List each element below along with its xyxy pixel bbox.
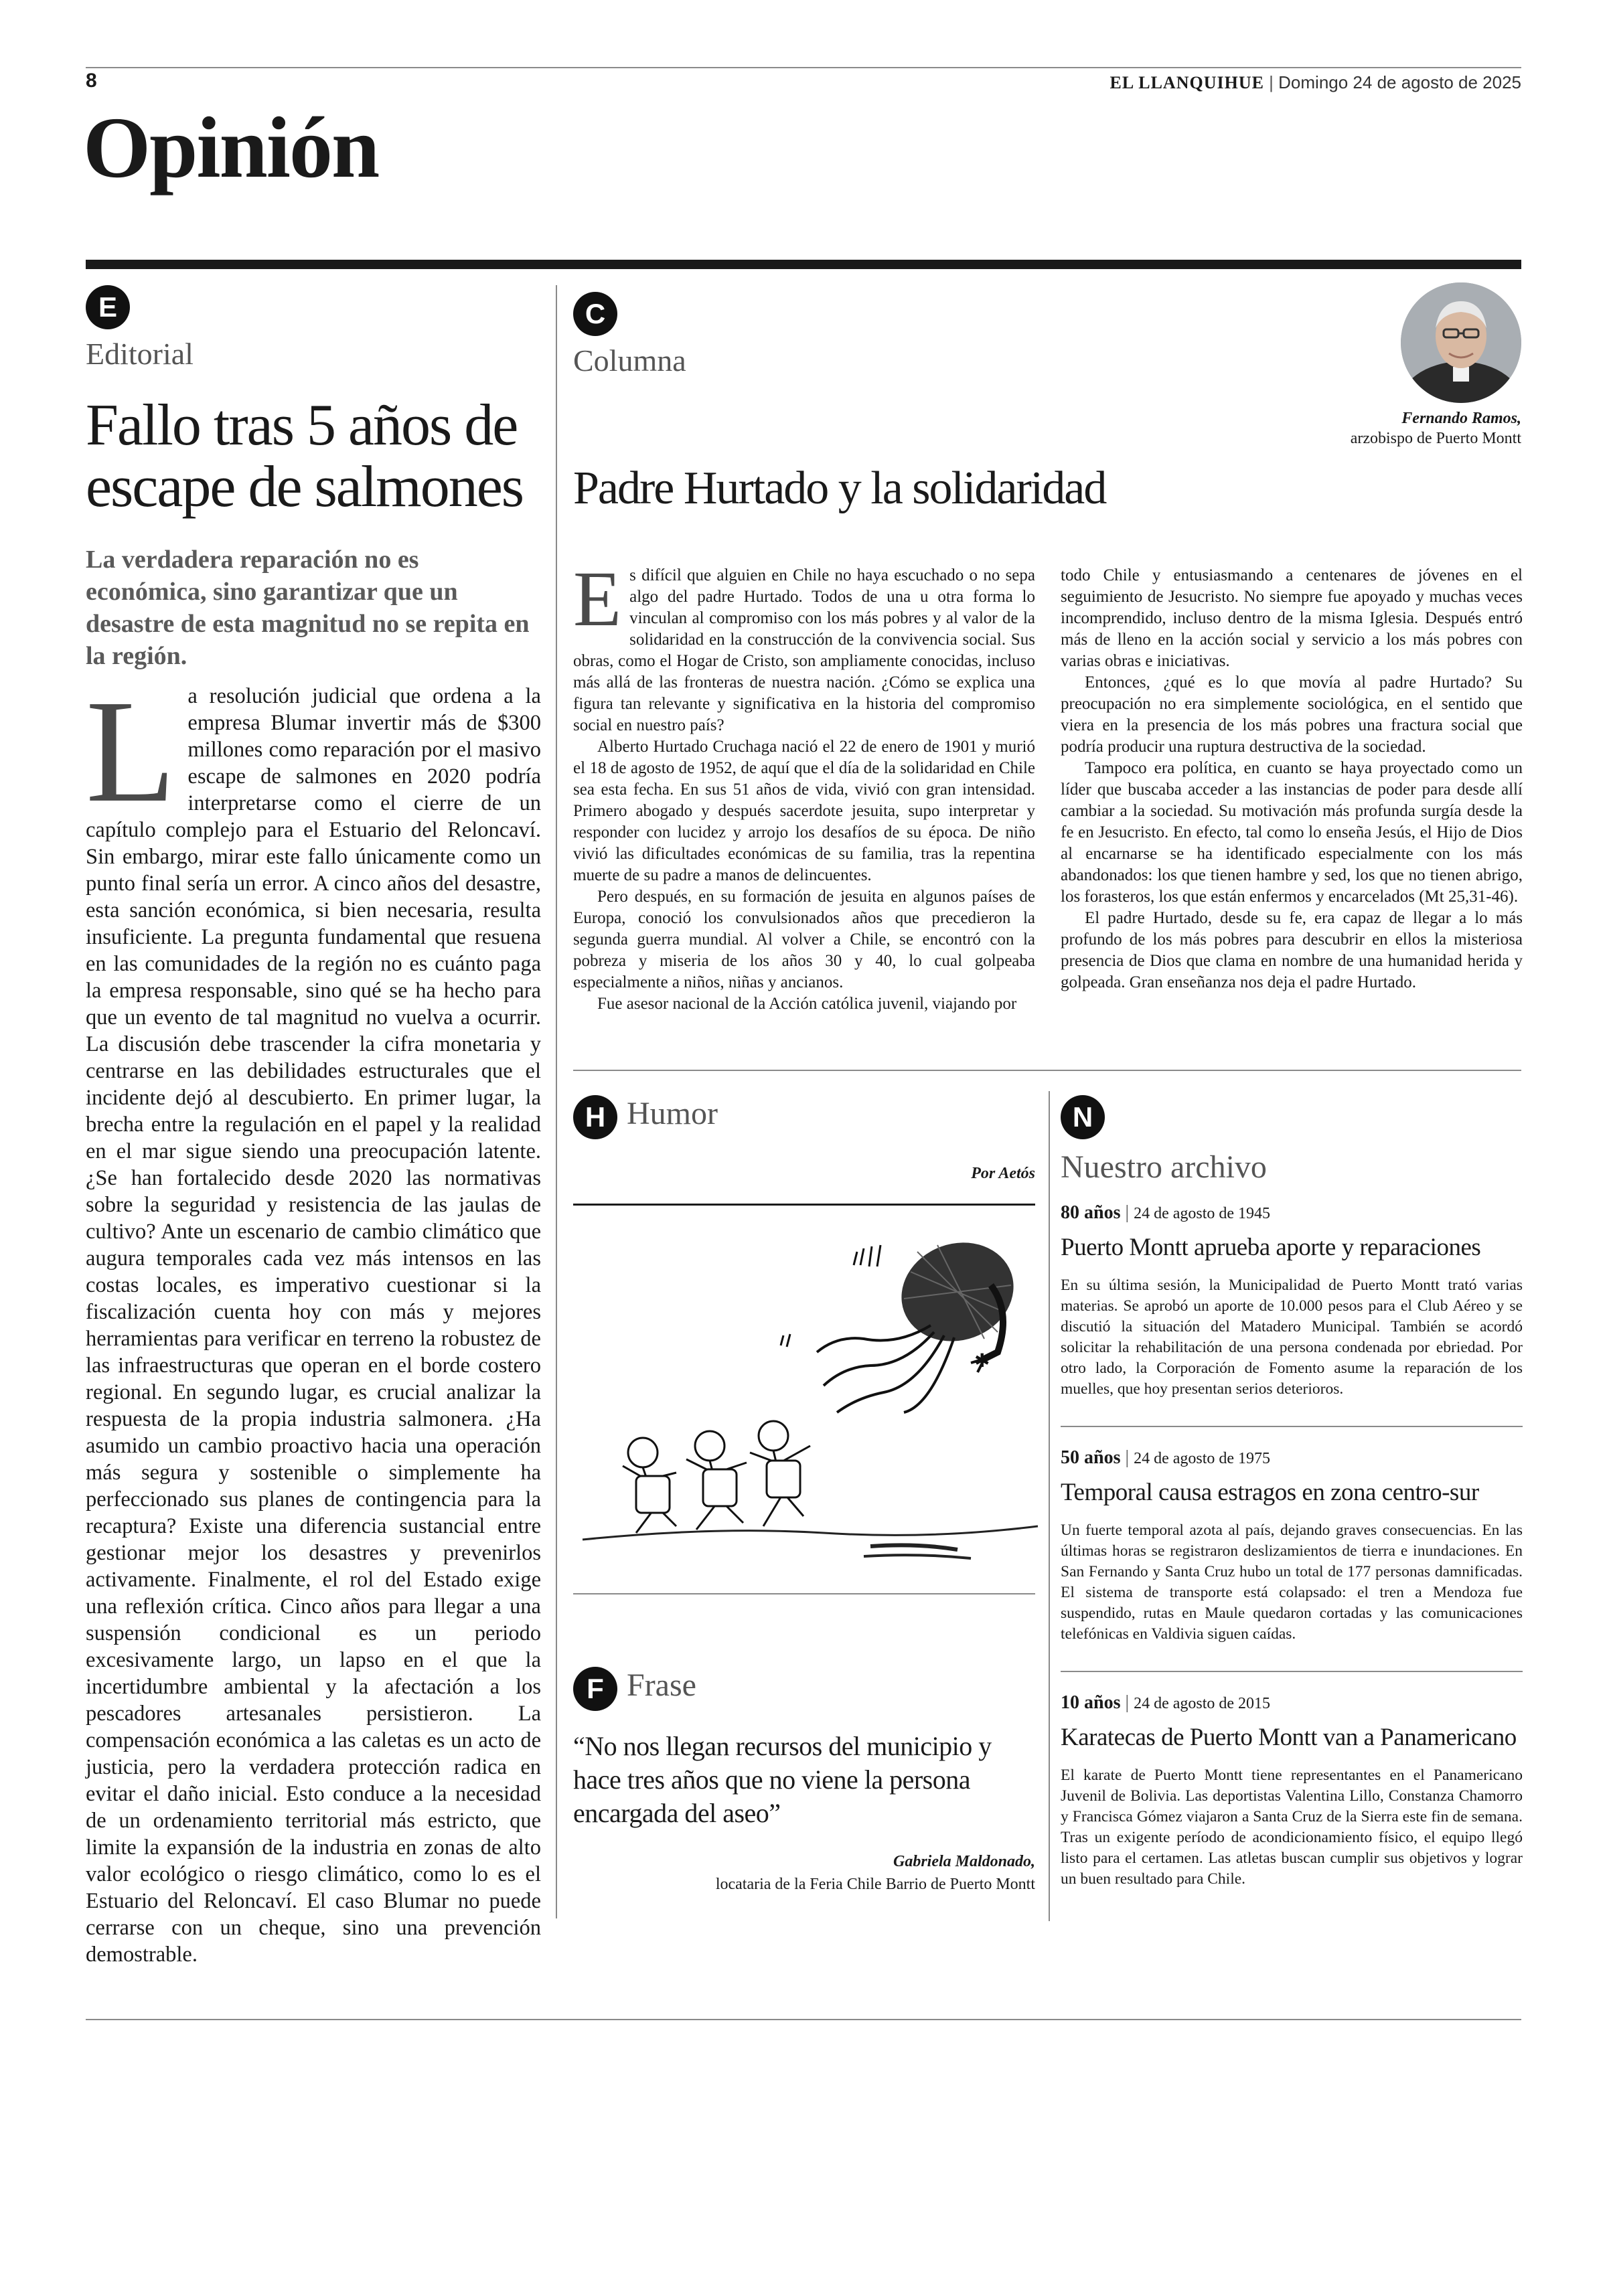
section-title: Opinión — [83, 100, 379, 196]
archive-rule — [1061, 1671, 1523, 1672]
author-photo — [1399, 281, 1523, 404]
column-paragraph: Entonces, ¿qué es lo que movía al padre Hurtado? Su preocupación no era simplemente sociológica, en el sentido que viera en la presencia de los más pobres una fractura social que podría producir una ruptura destructiva de la sociedad. — [1061, 673, 1523, 756]
column-col2 — [1061, 565, 1523, 993]
humor-credit: Por Aetós — [971, 1165, 1035, 1182]
editorial-title: Fallo tras 5 años de escape de salmones — [86, 393, 524, 519]
masthead-date: Domingo 24 de agosto de 2025 — [1278, 72, 1521, 92]
editorial-badge: E — [86, 285, 130, 329]
frase-rule — [573, 1593, 1035, 1594]
column-paragraph: Pero después, en su formación de jesuita en algunos países de Europa, conoció los convulsionados años que precedieron la segunda guerra mundial. Al volver a Chile, se encontró con la pobreza y miseria de los años 30 y 40, lo cual golpeaba especialmente a niños, niñas y ancianos. — [573, 888, 1035, 991]
column-paragraph: El padre Hurtado, desde su fe, era capaz de llegar a lo más profundo de los más pobres para descubrir en ellos la misteriosa presencia de Dios que clama en nombre de una humanidad herida y golpeada. Gran enseñanza nos deja el padre Hurtado. — [1061, 909, 1523, 991]
newspaper-name: EL LLANQUIHUE — [1109, 73, 1264, 92]
archive-rule — [1061, 1426, 1523, 1427]
humor-divider — [1049, 1091, 1050, 1921]
archive-years: 80 años — [1061, 1202, 1121, 1223]
bottom-rule — [86, 2019, 1521, 2020]
humor-rule — [573, 1204, 1035, 1206]
archive-item-1: 80 años | 24 de agosto de 1945 Puerto Montt aprueba aporte y reparaciones En su última sesión, la Municipalidad de Puerto Montt trató varias materias. Se aprobó un aporte de 10.000 pesos para el Club Aéreo y se discutió la situación del Matadero Municipal. También se acordó solicitar la rehabilitación de una persona condenada por ebriedad. Por otro lado, la Corporación de Fomento asume la reparación de los muelles, que hoy presentan serios deterioros. — [1061, 1202, 1523, 1400]
mid-rule — [573, 1070, 1521, 1071]
archive-headline: Puerto Montt aprueba aporte y reparaciones — [1061, 1234, 1481, 1261]
column-paragraph: Fue asesor nacional de la Acción católica juvenil, viajando por — [597, 995, 1017, 1013]
masthead-info — [1110, 72, 1522, 93]
masthead-separator: | — [1264, 72, 1279, 92]
column-badge: C — [573, 292, 617, 336]
column-label: Columna — [573, 343, 686, 378]
humor-label: Humor — [627, 1096, 718, 1131]
frase-author-name: Gabriela Maldonado, — [893, 1853, 1035, 1870]
archive-date: 24 de agosto de 1945 — [1134, 1205, 1271, 1222]
editorial-body — [86, 669, 541, 1967]
column-paragraph: Alberto Hurtado Cruchaga nació el 22 de enero de 1901 y murió el 18 de agosto de 1952, de aquí que el día de la solidaridad en Chile sea esta fecha. En sus 51 años de vida, vivió con gran intensidad. Primero abogado y después sacerdote jesuita, supo interpretar y responder con lucidez y arrojo los desafíos de su época. De niño vivió las dificultades económicas de su familia, tras la repentina muerte de su padre a manos de delincuentes. — [573, 738, 1035, 884]
editorial-lead: La verdadera reparación no es económica, sino garantizar que un desastre de esta magnitud no se repita en la región. — [86, 546, 530, 670]
svg-text:✱: ✱ — [974, 1349, 990, 1372]
archive-text: En su última sesión, la Municipalidad de Puerto Montt trató varias materias. Se aprobó un aporte de 10.000 pesos para el Club Aéreo y se discutió la situación del Matadero Municipal. También se acordó solicitar la rehabilitación de una persona condenada por ebriedad. Por otro lado, la Corporación de Fomento asume la reparación de los muelles, que hoy presentan serios deterioros. — [1061, 1277, 1523, 1398]
column-paragraph: s difícil que alguien en Chile no haya escuchado o no sepa algo del padre Hurtado. Todos de una u otra forma lo vinculan al compromiso con los más pobres y al valor de la solidaridad en la construcción de la convivencia social. Sus obras, como el Hogar de Cristo, son ampliamente conocidas, incluso más allá de las fronteras de nuestra nación. ¿Cómo se explica una figura tan relevante y significativa en la historia del compromiso social en nuestro país? — [573, 566, 1035, 734]
column-col1 — [573, 555, 1035, 1015]
humor-cartoon — [583, 1212, 1038, 1586]
humor-badge: H — [573, 1095, 617, 1139]
editorial-text: a resolución judicial que ordena a la empresa Blumar invertir más de $300 millones como reparación por el masivo escape de salmones en 2020 podría interpretarse como el cierre de un capítulo complejo para el Estuario del Reloncaví. Sin embargo, mirar este fallo únicamente como un punto final sería un error. A cinco años del desastre, esta sanción económica, si bien necesaria, resulta insuficiente. La pregunta fundamental que resuena en las comunidades de la región no es cuánto paga la empresa responsable, sino qué se ha hecho para que un evento de tal magnitud no vuelva a ocurrir. La discusión debe trascender la cifra monetaria y centrarse en las debilidades estructurales que el incidente dejó al descubierto. En primer lugar, la brecha entre la regulación en el papel y la realidad en el mar sigue siendo una preocupación latente. ¿Se han fortalecido desde 2020 las normativas sobre la seguridad y resistencia de las jaulas de cultivo? Ante un escenario de cambio climático que augura temporales cada vez más intensos en las costas locales, es imperativo cuestionar si la fiscalización cuenta hoy con más y mejores herramientas para verificar en terreno la robustez de las infraestructuras que operan en el borde costero regional. En segundo lugar, es crucial analizar la respuesta de la propia industria salmonera. ¿Ha asumido un cambio proactivo hacia una operación más segura y sostenible o simplemente ha perfeccionado sus planes de contingencia para la recaptura? Existe una diferencia sustancial entre gestionar mejor los desastres y prevenirlos activamente. Finalmente, el rol del Estado exige una reflexión crítica. Cinco años para llegar a una suspensión condicional es un periodo excesivamente largo, un lapso en el que la incertidumbre ambiental y la afectación a los pescadores artesanales persistieron. La compensación económica a las caletas es un acto de justicia, pero la verdadera protección radica en evitar el daño inicial. Esto conduce a la necesidad de un ordenamiento territorial más estricto, que limite la expansión de la industria en zonas de alto valor ecológico o riesgo climático, como lo es el Estuario del Reloncaví. El caso Blumar no puede cerrarse con un cheque, sino una prevención demostrable. — [86, 684, 541, 1967]
column-dropcap: E — [573, 555, 622, 643]
column-author-name: Fernando Ramos, — [1401, 410, 1521, 427]
archive-years: 50 años — [1061, 1447, 1121, 1468]
column-paragraph: todo Chile y entusiasmando a centenares de jóvenes en el seguimiento de Jesucristo. No siempre fue apoyado y muchas veces incomprendido, incluso dentro de la misma Iglesia. Después entró más de lleno en la acción social y servicio a los más pobres con varias obras e iniciativas. — [1061, 566, 1523, 670]
column-divider — [556, 285, 557, 1918]
editorial-label: Editorial — [86, 337, 194, 371]
frase-author-role: locataria de la Feria Chile Barrio de Puerto Montt — [715, 1876, 1035, 1893]
archive-headline: Temporal causa estragos en zona centro-sur — [1061, 1479, 1479, 1506]
top-rule — [86, 67, 1521, 68]
archive-date: 24 de agosto de 1975 — [1134, 1450, 1271, 1467]
archive-text: Un fuerte temporal azota al país, dejando graves consecuencias. En las últimas horas se registraron deslizamientos de tierra e inundaciones. En San Fernando y Santa Cruz hubo un total de 177 personas damnificadas. El sistema de transporte está colapsado: el tren a Mendoza fue suspendido, rutas en Maule quedaron cortadas y las comunicaciones telefónicas en Valdivia siguen caídas. — [1061, 1522, 1523, 1643]
archive-item-3: 10 años | 24 de agosto de 2015 Karatecas de Puerto Montt van a Panamericano El karate de Puerto Montt tiene representantes en el Panamericano Juvenil de Bolivia. Las deportistas Valentina Lillo, Constanza Chamorro y Francisca Gómez viajaron a Santa Cruz de la Sierra este fin de semana. Tras un exigente período de acondicionamiento físico, el equipo llegó listo para el certamen. Las atletas buscan cumplir sus objetivos y lograr un buen resultado para Chile. — [1061, 1692, 1523, 1890]
section-rule — [86, 260, 1521, 269]
editorial-dropcap: L — [86, 669, 176, 833]
archive-text: El karate de Puerto Montt tiene representantes en el Panamericano Juvenil de Bolivia. Las deportistas Valentina Lillo, Constanza Chamorro y Francisca Gómez viajaron a Santa Cruz de la Sierra este fin de semana. Tras un exigente período de acondicionamiento físico, el equipo llegó listo para el certamen. Las atletas buscan cumplir sus objetivos y lograr un buen resultado para Chile. — [1061, 1767, 1523, 1888]
archive-years: 10 años — [1061, 1692, 1121, 1713]
archive-date: 24 de agosto de 2015 — [1134, 1695, 1271, 1712]
frase-badge: F — [573, 1667, 617, 1711]
frase-quote: “No nos llegan recursos del municipio y hace tres años que no viene la persona encargada del aseo” — [573, 1731, 992, 1828]
archive-badge: N — [1061, 1095, 1105, 1139]
frase-label: Frase — [627, 1667, 696, 1703]
archive-headline: Karatecas de Puerto Montt van a Panamericano — [1061, 1724, 1517, 1751]
archive-label: Nuestro archivo — [1061, 1149, 1267, 1185]
column-title: Padre Hurtado y la solidaridad — [573, 463, 1106, 514]
page-number: 8 — [86, 70, 97, 92]
column-author-role: arzobispo de Puerto Montt — [1350, 430, 1521, 447]
archive-item-2: 50 años | 24 de agosto de 1975 Temporal causa estragos en zona centro-sur Un fuerte temporal azota al país, dejando graves consecuencias. En las últimas horas se registraron deslizamientos de tierra e inundaciones. En San Fernando y Santa Cruz hubo un total de 177 personas damnificadas. El sistema de transporte está colapsado: el tren a Mendoza fue suspendido, rutas en Maule quedaron cortadas y las comunicaciones telefónicas en Valdivia siguen caídas. — [1061, 1447, 1523, 1645]
column-paragraph: Tampoco era política, en cuanto se haya proyectado como un líder que buscaba acceder a las instancias de poder para desde allí cambiar a la sociedad. Su motivación más profunda surgía desde la fe en Jesucristo. En efecto, tal como lo enseña Jesús, el Hijo de Dios al encarnarse se ha identificado especialmente con los más abandonados: los que tienen hambre y sed, los que no tienen abrigo, los forasteros, los que están enfermos y encarcelados (Mt 25,31-46). — [1061, 759, 1523, 906]
